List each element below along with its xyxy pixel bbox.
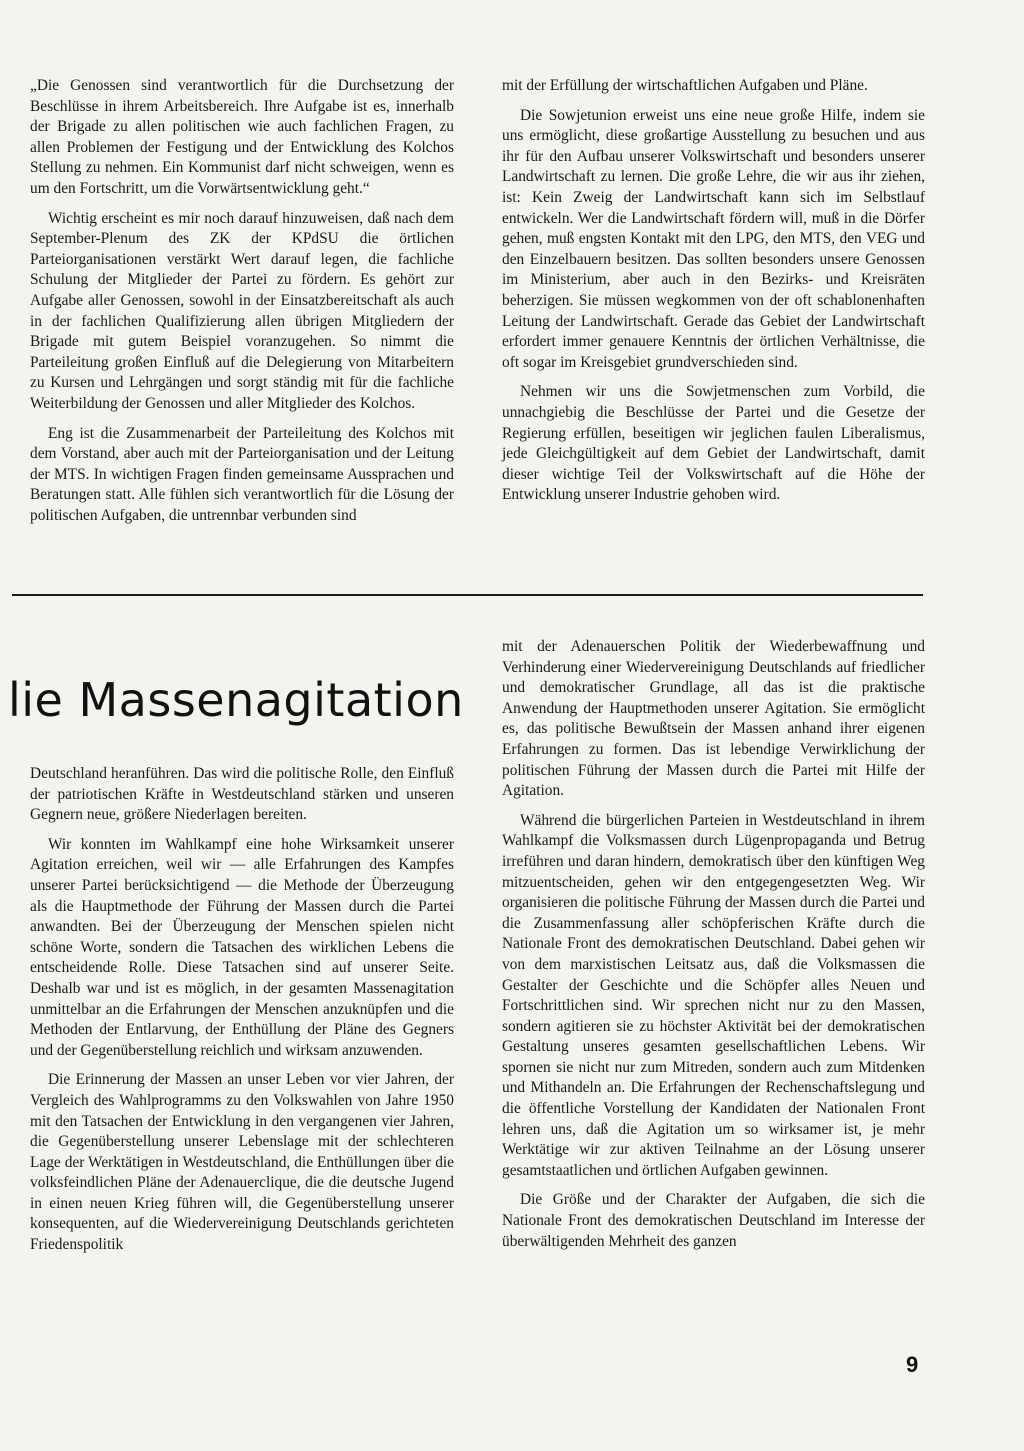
paragraph: Die Sowjetunion erweist uns eine neue große Hilfe, indem sie uns ermöglicht, diese großartige Ausstellung zu besuchen und aus ihr für den Aufbau unserer Volkswirtschaft und besonders unserer Landwirtschaft zu lernen. Die große Lehre, die wir aus ihr ziehen, ist: Kein Zweig der Landwirtschaft kann sich im Selbstlauf entwickeln. Wer die Landwirtschaft fördern will, muß in die Dörfer gehen, muß engsten Kontakt mit den LPG, den MTS, den VEG und den Einzelbauern besitzen. Das sollten besonders unsere Genossen im Ministerium, aber auch in den Bezirks- und Kreisräten beherzigen. Sie müssen wegkommen von der oft schablonenhaften Leitung der Landwirtschaft. Gerade das Gebiet der Landwirtschaft erfordert immer genauere Kenntnis der örtlichen Verhältnisse, die oft sogar im Kreisgebiet grundverschieden sind. (502, 106, 925, 371)
paragraph: Wir konnten im Wahlkampf eine hohe Wirksamkeit unserer Agitation erreichen, weil wir — alle Erfahrungen des Kampfes unserer Partei berücksichtigend — die Methode der Überzeugung als die Hauptmethode der Führung der Massen durch die Partei anwandten. Bei der Überzeugung der Menschen spielen nicht schöne Worte, sondern die Tatsachen des wirklichen Lebens die entscheidende Rolle. Diese Tatsachen sind auf unserer Seite. Deshalb war und ist es möglich, in der gesamten Massenagitation unmittelbar an die Erfahrungen der Menschen anzuknüpfen und die Methoden der Entlarvung, der Enthüllung der Pläne des Gegners und der Gegenüberstellung reichlich und wirksam anzuwenden. (30, 835, 454, 1059)
bottom-left-column (30, 764, 454, 1265)
page-number: 9 (906, 1352, 919, 1377)
paragraph: Deutschland heranführen. Das wird die politische Rolle, den Einfluß der patriotischen Kräfte in Westdeutschland stärken und unseren Gegnern neue, größere Niederlagen bereiten. (30, 765, 454, 824)
paragraph: Wichtig erscheint es mir noch darauf hinzuweisen, daß nach dem September-Plenum des ZK der KPdSU die örtlichen Parteiorganisationen verstärkt Wert darauf legen, die fachliche Schulung der Mitglieder der Partei zu fördern. Es gehört zur Aufgabe aller Genossen, sowohl in der Einsatzbereitschaft als auch in der fachlichen Qualifizierung allen übrigen Mitgliedern der Brigade mit gutem Beispiel voranzugehen. So nimmt die Parteileitung großen Einfluß auf die Delegierung von Mitarbeitern zu Kursen und Lehrgängen und sorgt ständig mit für die fachliche Weiterbildung der Genossen und aller Mitglieder des Kolchos. (30, 209, 454, 412)
paragraph: „Die Genossen sind verantwortlich für die Durchsetzung der Beschlüsse in ihrem Arbeitsbereich. Ihre Aufgabe ist es, innerhalb der Brigade zu allen politischen wie auch fachlichen Fragen, zu allen Problemen der Festigung und der Entwicklung des Kolchos Stellung zu nehmen. Ein Kommunist darf nicht schweigen, wenn es um den Fortschritt, um die Vorwärtsentwicklung geht.“ (30, 77, 454, 197)
paragraph: Die Größe und der Charakter der Aufgaben, die sich die Nationale Front des demokratischen Deutschland im Interesse der überwältigenden Mehrheit des ganzen (502, 1191, 925, 1250)
paragraph: Während die bürgerlichen Parteien in Westdeutschland in ihrem Wahlkampf die Volksmassen durch Lügenpropaganda und Betrug irreführen und daran hindern, demokratisch über den künftigen Weg mitzuentscheiden, gehen wir den entgegengesetzten Weg. Wir organisieren die politische Führung der Massen durch die Partei und die Zusammenfassung aller schöpferischen Kräfte durch die Nationale Front des demokratischen Deutschland. Dabei gehen wir von dem marxistischen Leitsatz aus, daß die Volksmassen die Gestalter der Geschichte und die Schöpfer alles Neuen und Fortschrittlichen sind. Wir sprechen nicht nur zu den Massen, sondern agitieren sie zu höchster Aktivität bei der demokratischen Gestaltung unseres gesamten gesellschaftlichen Lebens. Wir spornen sie nicht nur zum Mitreden, sondern auch zum Mitdenken und Mithandeln an. Die Erfahrungen der Rechenschaftslegung und die öffentliche Vorstellung der Kandidaten der Nationalen Front lehren uns, daß die Agitation um so wirksamer ist, je mehr Werktätige wir zur aktiven Teilnahme an der Lösung unserer gesamtstaatlichen und örtlichen Aufgaben gewinnen. (502, 811, 925, 1179)
paragraph: Eng ist die Zusammenarbeit der Parteileitung des Kolchos mit dem Vorstand, aber auch mit der Parteiorganisation und der Leitung der MTS. In wichtigen Fragen finden gemeinsame Aussprachen und Beratungen statt. Alle fühlen sich verantwortlich für die Lösung der politischen Aufgaben, die untrennbar verbunden sind (30, 424, 454, 524)
section-heading: lie Massenagitation (8, 673, 464, 727)
paragraph: Die Erinnerung der Massen an unser Leben vor vier Jahren, der Vergleich des Wahlprogramms zu den Volkswahlen von Jahre 1950 mit den Tatsachen der Entwicklung in den vergangenen vier Jahren, die Gegenüberstellung unserer Lebenslage mit der schlechteren Lage der Werktätigen in Westdeutschland, die Enthüllungen über die volksfeindlichen Pläne der Adenauerclique, die die deutsche Jugend in einen neuen Krieg führen will, die Gegenüberstellung unserer konsequenten, auf die Wiedervereinigung Deutschlands gerichteten Friedenspolitik (30, 1071, 454, 1254)
section-divider (12, 594, 923, 596)
top-right-column (502, 76, 925, 515)
paragraph: mit der Adenauerschen Politik der Wiederbewaffnung und Verhinderung einer Wiedervereinigung Deutschlands auf friedlicher und demokratischer Grundlage, all das ist die praktische Anwendung der Hauptmethoden unserer Agitation. Sie ermöglicht es, das politische Bewußtsein der Massen anhand ihrer eigenen Erfahrungen zu formen. Das ist lebendige Verwirklichung der politischen Führung der Massen durch die Partei mit Hilfe der Agitation. (502, 638, 925, 800)
paragraph: mit der Erfüllung der wirtschaftlichen Aufgaben und Pläne. (502, 77, 868, 94)
bottom-right-column (502, 637, 925, 1261)
paragraph: Nehmen wir uns die Sowjetmenschen zum Vorbild, die unnachgiebig die Beschlüsse der Partei und die Gesetze der Regierung erfüllen, beseitigen wir jeglichen faulen Liberalismus, jede Gleichgültigkeit auf dem Gebiet der Landwirtschaft, damit dieser wichtige Teil der Volkswirtschaft auf die Höhe der Entwicklung unserer Industrie gehoben wird. (502, 383, 925, 504)
top-left-column (30, 76, 454, 535)
